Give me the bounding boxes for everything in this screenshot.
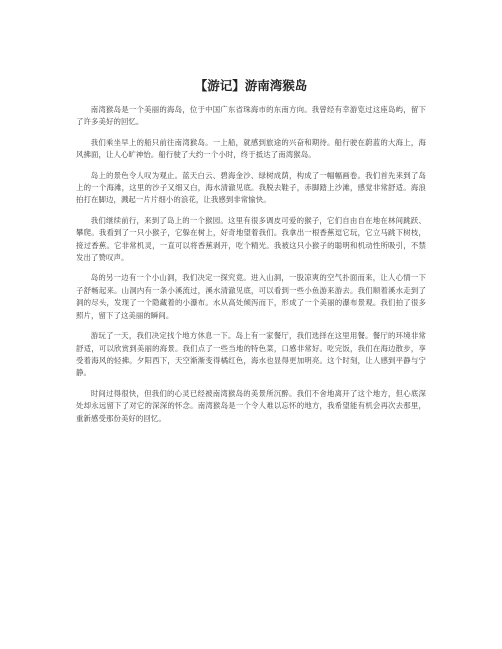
document-body	[76, 104, 426, 433]
paragraph-1: 南湾猴岛是一个美丽的海岛，位于中国广东省珠海市的东南方向。我曾经有幸游览过这座岛屿，留下了许多美好的回忆。	[76, 105, 426, 127]
paragraph-4: 我们继续前行，来到了岛上的一个猴园。这里有很多调皮可爱的猴子，它们自由自在地在林间跳跃、攀爬。我看到了一只小猴子，它躲在树上，好奇地望着我们。我拿出一根香蕉逗它玩，它立马跳下树枝，接过香蕉。它非常机灵，一直可以将香蕉剥开，吃个精光。我被这只小猴子的聪明和机动性所吸引，不禁发出了赞叹声。	[76, 215, 426, 263]
paragraph-3: 岛上的景色令人叹为观止。蓝天白云、碧海金沙、绿树成荫，构成了一幅幅画卷。我们首先来到了岛上的一个海滩，这里的沙子又细又白，海水清澈见底。我脱去鞋子，赤脚踏上沙滩，感觉非常舒适。海浪拍打在脚边，溅起一片片细小的浪花，让我感到非常愉快。	[76, 170, 426, 205]
paragraph-2: 我们乘坐早上的船只前往南湾猴岛。一上船，就感到旅途的兴奋和期待。船行驶在蔚蓝的大海上，海风拂面，让人心旷神怡。船行驶了大约一个小时，终于抵达了南湾猴岛。	[76, 137, 426, 160]
document-title: 【游记】游南湾猴岛	[194, 78, 308, 93]
paragraph-6: 游玩了一天，我们决定找个地方休息一下。岛上有一家餐厅，我们选择在这里用餐。餐厅的环境非常舒适，可以欣赏到美丽的海景。我们点了一些当地的特色菜，口感非常好。吃完饭，我们在海边散步，享受着海风的轻拂。夕阳西下，天空渐渐变得橘红色，海水也显得更加明亮。这个时刻，让人感到平静与宁静。	[76, 331, 426, 378]
paragraph-7: 时间过得很快，但我们的心灵已经被南湾猴岛的美景所沉醉。我们不舍地离开了这个地方，但心底深处却永远留下了对它的深深的怀念。南湾猴岛是一个令人难以忘怀的地方，我希望能有机会再次去那里，重新感受那份美好的回忆。	[76, 388, 426, 423]
paragraph-5: 岛的另一边有一个小山洞，我们决定一探究竟。进入山洞，一股凉爽的空气扑面而来，让人心情一下子舒畅起来。山洞内有一条小溪流过，溪水清澈见底，可以看到一些小鱼游来游去。我们顺着溪水走到了洞的尽头，发现了一个隐藏着的小瀑布。水从高处倾泻而下，形成了一个美丽的瀑布景观。我们拍了很多照片，留下了这美丽的瞬间。	[76, 273, 426, 320]
